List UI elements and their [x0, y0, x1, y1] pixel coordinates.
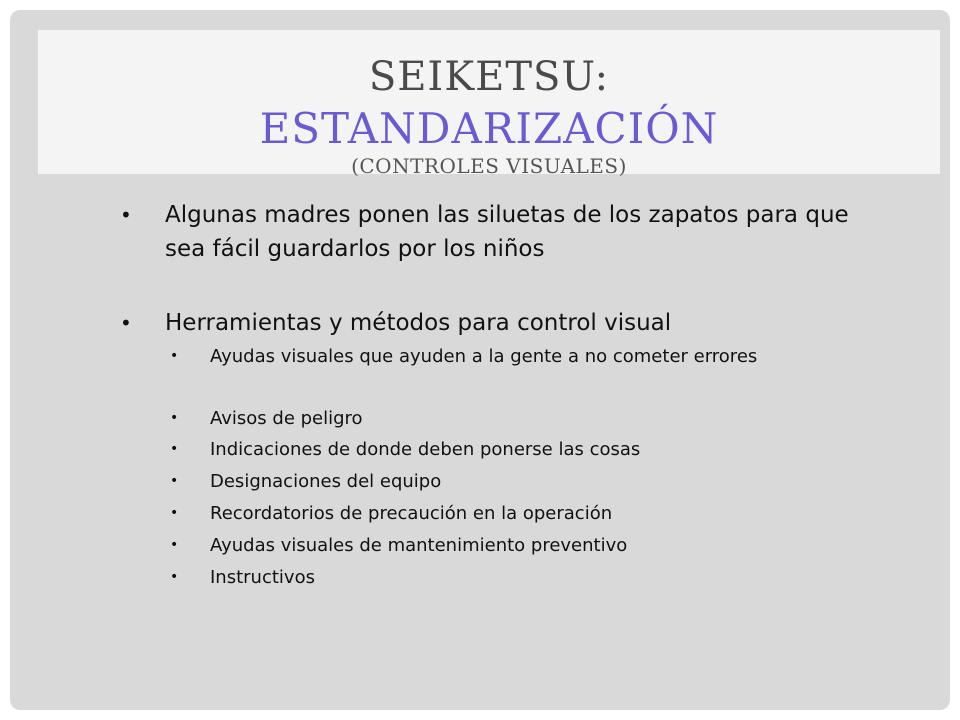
title-line-1: SEIKETSU: — [368, 54, 610, 100]
sub-bullet-text: Designaciones del equipo — [210, 471, 442, 492]
bullet-text: Herramientas y métodos para control visual — [165, 310, 672, 336]
sub-bullet-item — [170, 565, 860, 590]
bullet-item — [120, 306, 885, 340]
sub-bullet-text: Ayudas visuales que ayuden a la gente a no cometer errores — [210, 346, 758, 367]
sub-bullet-text: Instructivos — [210, 567, 315, 588]
bullet-icon: • — [170, 505, 179, 521]
sub-bullet-text: Ayudas visuales de mantenimiento preventivo — [210, 535, 628, 556]
bullet-item — [120, 198, 885, 266]
bullet-icon: • — [170, 473, 179, 489]
sub-bullet-item — [170, 501, 860, 526]
bullet-text: Algunas madres ponen las siluetas de los zapatos para que sea fácil guardarlos por los niños — [165, 202, 849, 262]
slide — [10, 10, 950, 710]
title-line-3: (CONTROLES VISUALES) — [351, 154, 627, 178]
sub-bullet-text: Indicaciones de donde deben ponerse las cosas — [210, 439, 641, 460]
sub-bullet-item — [170, 406, 860, 431]
title-line-2: ESTANDARIZACIÓN — [259, 104, 719, 153]
sub-bullet-item — [170, 469, 860, 494]
sub-bullet-text: Recordatorios de precaución en la operación — [210, 503, 613, 524]
sub-bullet-item — [170, 437, 860, 462]
bullet-icon: • — [170, 569, 179, 585]
sub-bullet-text: Avisos de peligro — [210, 408, 363, 429]
content-area — [10, 10, 950, 710]
bullet-icon: • — [120, 311, 132, 335]
bullet-icon: • — [170, 441, 179, 457]
bullet-icon: • — [120, 203, 132, 227]
sub-bullet-item — [170, 344, 860, 369]
sub-bullet-item — [170, 533, 860, 558]
bullet-icon: • — [170, 410, 179, 426]
bullet-icon: • — [170, 537, 179, 553]
bullet-icon: • — [170, 348, 179, 364]
